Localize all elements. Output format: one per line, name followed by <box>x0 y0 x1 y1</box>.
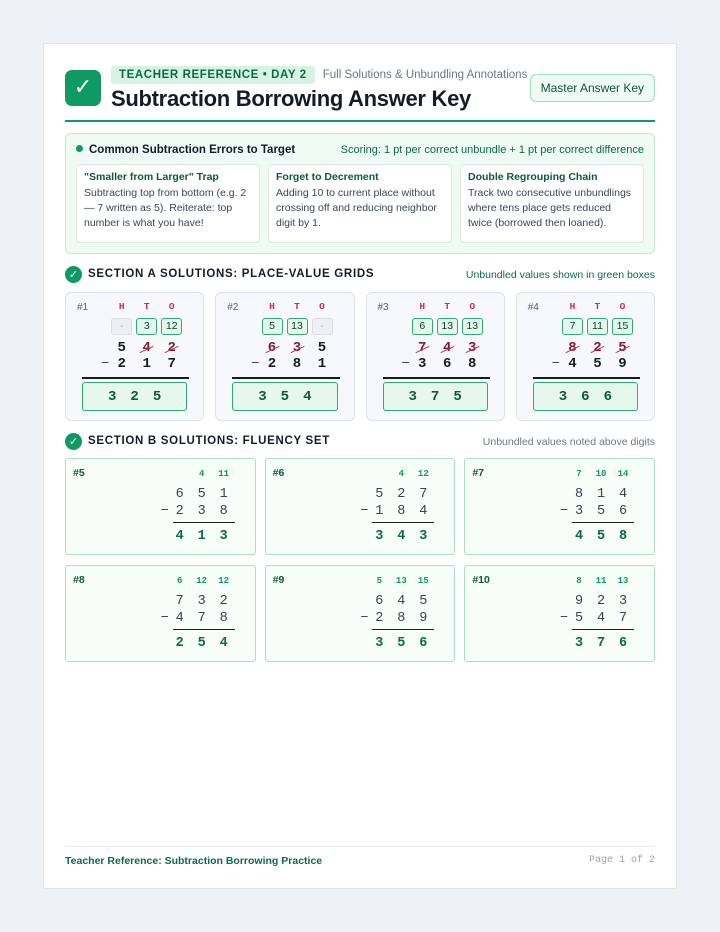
answer-line <box>173 522 235 523</box>
error-card <box>460 164 644 243</box>
digit: 1 <box>317 356 327 372</box>
digit: 1 <box>219 487 228 502</box>
place-labels <box>560 301 640 312</box>
fluency-problem <box>464 565 655 662</box>
unbundle-cell <box>610 318 635 335</box>
crossed-digit: 4 <box>435 340 460 356</box>
digit: 5 <box>593 356 602 372</box>
header-kicker <box>111 66 527 84</box>
unbundle-box: 13 <box>462 318 483 335</box>
answer-digit: 6 <box>618 636 628 651</box>
digit: 8 <box>397 611 406 626</box>
minus-sign: − <box>360 611 369 626</box>
digit: 4 <box>397 594 406 609</box>
place-label: O <box>168 301 175 312</box>
place-value-grid <box>366 292 505 421</box>
problem-number: #5 <box>73 467 85 479</box>
answer-line <box>82 377 189 379</box>
answer-digit: 2 <box>175 636 184 651</box>
error-card-body: Adding 10 to current place without crossing off and reducing neighbor digit by 1. <box>276 187 437 229</box>
minuend-row <box>109 340 189 356</box>
answer-digit: 8 <box>618 529 628 544</box>
digit: 4 <box>618 487 628 502</box>
subtrahend-row <box>410 356 490 372</box>
unbundle-value: 14 <box>617 469 629 479</box>
minus-sign: − <box>160 611 169 626</box>
answer-digit: 5 <box>152 388 162 405</box>
error-card-title: "Smaller from Larger" Trap <box>84 171 219 183</box>
minuend-row <box>169 487 235 502</box>
error-card <box>268 164 452 243</box>
master-answer-key-button[interactable]: Master Answer Key <box>530 74 655 102</box>
digit: 7 <box>197 611 206 626</box>
answer-digit: 3 <box>258 388 267 405</box>
fluency-problem <box>65 458 256 555</box>
digit: 2 <box>397 487 406 502</box>
unbundle-box: 11 <box>587 318 608 335</box>
minuend-row <box>368 594 434 609</box>
digit: 1 <box>596 487 606 502</box>
place-label: H <box>569 301 576 312</box>
digit: 1 <box>142 356 151 372</box>
digit: 9 <box>618 356 627 372</box>
place-label: O <box>619 301 626 312</box>
crossed-digit: 5 <box>610 340 635 356</box>
unbundle-value: 12 <box>196 576 208 586</box>
crossed-digit: 2 <box>159 340 184 356</box>
place-label: O <box>319 301 325 312</box>
digit: 2 <box>175 504 184 519</box>
answer-digit: 6 <box>419 636 428 651</box>
place-labels <box>260 301 340 312</box>
unbundle-notes <box>169 469 235 479</box>
answer-box <box>533 382 638 411</box>
subtrahend-row <box>560 356 640 372</box>
answer-digit: 3 <box>375 529 384 544</box>
digit: 6 <box>175 487 184 502</box>
answer-digit: 7 <box>596 636 606 651</box>
unbundle-box: 15 <box>612 318 633 335</box>
unbundle-box: 13 <box>437 318 458 335</box>
unbundle-notes <box>568 576 634 586</box>
minus-sign: − <box>551 356 560 372</box>
page-title: Subtraction Borrowing Answer Key <box>111 86 471 111</box>
answer-line <box>533 377 640 379</box>
minus-sign: − <box>251 356 260 372</box>
unbundle-value: 12 <box>417 469 429 479</box>
problem-number: #10 <box>472 574 490 586</box>
page-number: Page 1 of 2 <box>588 855 655 866</box>
problem-number: #4 <box>527 302 539 313</box>
section-b-title: SECTION B SOLUTIONS: FLUENCY SET <box>88 435 330 447</box>
errors-title: Common Subtraction Errors to Target <box>89 144 296 156</box>
unbundle-cell <box>585 318 610 335</box>
minus-sign: − <box>559 504 568 519</box>
problem-number: #9 <box>272 574 285 586</box>
answer-row <box>368 529 434 544</box>
section-b-note: Unbundled values noted above digits <box>482 436 655 448</box>
answer-row <box>169 636 235 651</box>
unbundle-value: 11 <box>218 469 230 479</box>
problem-number: #7 <box>472 467 485 479</box>
digit: 3 <box>197 504 206 519</box>
error-card-title: Double Regrouping Chain <box>468 171 598 183</box>
digit: 5 <box>574 611 584 626</box>
digit: 4 <box>568 356 577 372</box>
footer-label: Teacher Reference: Subtraction Borrowing Practice <box>65 855 323 867</box>
digit: 2 <box>219 594 228 609</box>
answer-digit: 3 <box>219 529 228 544</box>
digit: 3 <box>418 356 427 372</box>
common-errors-panel <box>65 133 655 254</box>
unbundle-box: - <box>111 318 132 335</box>
answer-digit: 3 <box>375 636 384 651</box>
answer-digit: 5 <box>197 636 206 651</box>
unbundle-box: 7 <box>562 318 583 335</box>
problem-number: #1 <box>77 302 89 313</box>
minus-sign: − <box>100 356 110 372</box>
digit: 8 <box>574 487 584 502</box>
place-value-grid <box>65 292 204 421</box>
crossed-digit: 4 <box>134 340 159 356</box>
crossed-digit: 8 <box>560 340 585 356</box>
answer-digit: 3 <box>558 388 568 405</box>
digit: 3 <box>197 594 206 609</box>
unbundle-cell <box>410 318 435 335</box>
digit: 4 <box>419 504 428 519</box>
answer-digit: 6 <box>603 388 612 405</box>
digit: 5 <box>117 340 126 356</box>
answer-digit: 5 <box>397 636 406 651</box>
unbundle-row <box>109 318 189 335</box>
answer-line <box>383 377 490 379</box>
unbundle-cell <box>159 318 184 335</box>
unbundle-cell <box>560 318 585 335</box>
answer-line <box>372 629 434 630</box>
digit: 7 <box>175 594 184 609</box>
crossed-digit: 6 <box>260 340 285 356</box>
digit: 9 <box>574 594 584 609</box>
crossed-digit: 3 <box>460 340 485 356</box>
fluency-problem <box>265 565 456 662</box>
unbundle-cell <box>435 318 460 335</box>
problem-number: #2 <box>227 302 239 313</box>
minuend-row <box>368 487 434 502</box>
unbundle-cell <box>285 318 310 335</box>
unbundle-row <box>410 318 490 335</box>
place-label: H <box>118 301 125 312</box>
unbundle-box: 5 <box>262 318 283 335</box>
subtrahend-row <box>568 611 634 626</box>
unbundle-value: 15 <box>417 576 429 586</box>
unbundle-value: 11 <box>595 576 607 586</box>
answer-digit: 5 <box>596 529 606 544</box>
minus-sign: − <box>160 504 169 519</box>
subtrahend-row <box>368 611 434 626</box>
subtrahend-row <box>368 504 434 519</box>
digit: 2 <box>596 594 606 609</box>
answer-line <box>232 377 339 379</box>
digit: 7 <box>419 487 428 502</box>
digit: 3 <box>618 594 628 609</box>
unbundle-value: 13 <box>617 576 629 586</box>
section-a-note: Unbundled values shown in green boxes <box>465 269 655 281</box>
digit: 3 <box>574 504 584 519</box>
unbundle-value: 5 <box>376 576 383 586</box>
answer-box <box>232 382 337 411</box>
answer-digit: 4 <box>219 636 228 651</box>
fluency-problem <box>265 458 456 555</box>
place-label: H <box>419 301 426 312</box>
unbundle-value: 13 <box>395 576 407 586</box>
minus-sign: − <box>401 356 410 372</box>
answer-row <box>368 636 434 651</box>
digit: 5 <box>375 487 384 502</box>
unbundle-cell <box>310 318 335 335</box>
digit: 5 <box>596 504 606 519</box>
answer-digit: 3 <box>408 388 417 405</box>
digit: 1 <box>375 504 384 519</box>
answer-digit: 3 <box>108 388 117 405</box>
minus-sign: − <box>360 504 369 519</box>
scoring-note: Scoring: 1 pt per correct unbundle + 1 pt per correct difference <box>340 144 644 156</box>
digit: 8 <box>292 356 302 372</box>
unbundle-notes <box>169 576 235 586</box>
answer-digit: 1 <box>197 529 206 544</box>
digit: 2 <box>117 356 126 372</box>
unbundle-value: 8 <box>576 576 582 586</box>
problem-number: #6 <box>272 467 285 479</box>
answer-line <box>572 522 634 523</box>
unbundle-value: 4 <box>398 469 405 479</box>
problem-number: #8 <box>73 574 85 586</box>
answer-digit: 5 <box>453 388 462 405</box>
answer-line <box>372 522 434 523</box>
digit: 5 <box>197 487 206 502</box>
unbundle-value: 10 <box>595 469 607 479</box>
fluency-problem <box>464 458 655 555</box>
crossed-digit: 7 <box>410 340 435 356</box>
answer-row <box>169 529 235 544</box>
answer-digit: 7 <box>430 388 440 405</box>
answer-box <box>383 382 488 411</box>
minuend-row <box>568 594 634 609</box>
unbundle-cell <box>109 318 134 335</box>
error-card-title: Forget to Decrement <box>276 171 379 183</box>
teacher-reference-tag: TEACHER REFERENCE • DAY 2 <box>111 66 315 84</box>
unbundle-row <box>260 318 340 335</box>
unbundle-box: 12 <box>161 318 182 335</box>
page-header <box>65 66 655 122</box>
check-icon: ✓ <box>65 70 101 106</box>
subtrahend-row <box>169 611 235 626</box>
unbundle-value: 7 <box>576 469 582 479</box>
minuend-row <box>169 594 235 609</box>
digit: 5 <box>317 340 327 356</box>
minuend-row <box>568 487 634 502</box>
subtrahend-row <box>169 504 235 519</box>
unbundle-notes <box>368 469 434 479</box>
digit: 7 <box>167 356 176 372</box>
unbundle-notes <box>568 469 634 479</box>
digit: 6 <box>375 594 384 609</box>
unbundle-box: 6 <box>412 318 433 335</box>
unbundle-cell <box>260 318 285 335</box>
crossed-digit: 2 <box>585 340 610 356</box>
footer-divider <box>65 846 655 847</box>
answer-digit: 3 <box>574 636 584 651</box>
subtrahend-row <box>109 356 189 372</box>
section-a-title: SECTION A SOLUTIONS: PLACE-VALUE GRIDS <box>88 268 375 280</box>
digit: 8 <box>219 611 228 626</box>
unbundle-value: 12 <box>218 576 230 586</box>
place-label: O <box>469 301 476 312</box>
bullet-dot-icon <box>76 145 83 152</box>
answer-digit: 4 <box>574 529 584 544</box>
answer-row <box>568 636 634 651</box>
problem-number: #3 <box>377 302 389 313</box>
digit: 4 <box>175 611 184 626</box>
unbundle-box: 13 <box>287 318 308 335</box>
answer-digit: 4 <box>175 529 184 544</box>
answer-digit: 6 <box>581 388 590 405</box>
digit: 8 <box>219 504 228 519</box>
digit: 8 <box>468 356 477 372</box>
unbundle-notes <box>368 576 434 586</box>
header-subtitle: Full Solutions & Unbundling Annotations <box>322 69 528 81</box>
digit: 8 <box>397 504 406 519</box>
subtrahend-row <box>568 504 634 519</box>
unbundle-value: 6 <box>176 576 183 586</box>
digit: 4 <box>596 611 606 626</box>
answer-digit: 4 <box>303 388 312 405</box>
digit: 5 <box>419 594 428 609</box>
error-card-body: Subtracting top from bottom (e.g. 2 — 7 written as 5). Reiterate: top number is what you have! <box>84 187 247 229</box>
crossed-digit: 3 <box>285 340 310 356</box>
fluency-set <box>65 458 655 662</box>
minuend-row <box>260 340 340 356</box>
unbundle-value: 4 <box>198 469 205 479</box>
place-label: T <box>594 301 601 312</box>
error-card-body: Track two consecutive unbundlings where tens place gets reduced twice (borrowed then loaned). <box>468 187 632 229</box>
unbundle-cell <box>460 318 485 335</box>
answer-line <box>173 629 235 630</box>
section-a-header <box>65 266 655 284</box>
unbundle-row <box>560 318 640 335</box>
unbundle-cell <box>134 318 159 335</box>
digit: 6 <box>443 356 452 372</box>
answer-digit: 3 <box>419 529 428 544</box>
answer-line <box>572 629 634 630</box>
answer-row <box>568 529 634 544</box>
minuend-row <box>560 340 640 356</box>
place-labels <box>109 301 189 312</box>
place-label: H <box>269 301 275 312</box>
error-card <box>76 164 260 243</box>
unbundle-box: - <box>312 318 333 335</box>
minus-sign: − <box>559 611 568 626</box>
unbundle-box: 3 <box>136 318 157 335</box>
digit: 6 <box>618 504 628 519</box>
answer-digit: 4 <box>397 529 406 544</box>
place-label: T <box>444 301 451 312</box>
digit: 2 <box>375 611 384 626</box>
place-labels <box>410 301 490 312</box>
place-label: T <box>143 301 150 312</box>
place-label: T <box>294 301 300 312</box>
answer-digit: 2 <box>130 388 139 405</box>
place-value-grid <box>516 292 655 421</box>
answer-digit: 5 <box>280 388 290 405</box>
place-value-grid <box>215 292 354 421</box>
fluency-problem <box>65 565 256 662</box>
section-b-header <box>65 433 655 451</box>
place-value-grids <box>65 292 655 421</box>
check-icon: ✓ <box>65 433 82 450</box>
answer-box <box>82 382 187 411</box>
header-divider <box>65 120 655 122</box>
digit: 2 <box>267 356 277 372</box>
digit: 7 <box>618 611 628 626</box>
subtrahend-row <box>260 356 340 372</box>
check-icon: ✓ <box>65 266 82 283</box>
digit: 9 <box>419 611 428 626</box>
worksheet-page <box>43 43 677 889</box>
minuend-row <box>410 340 490 356</box>
